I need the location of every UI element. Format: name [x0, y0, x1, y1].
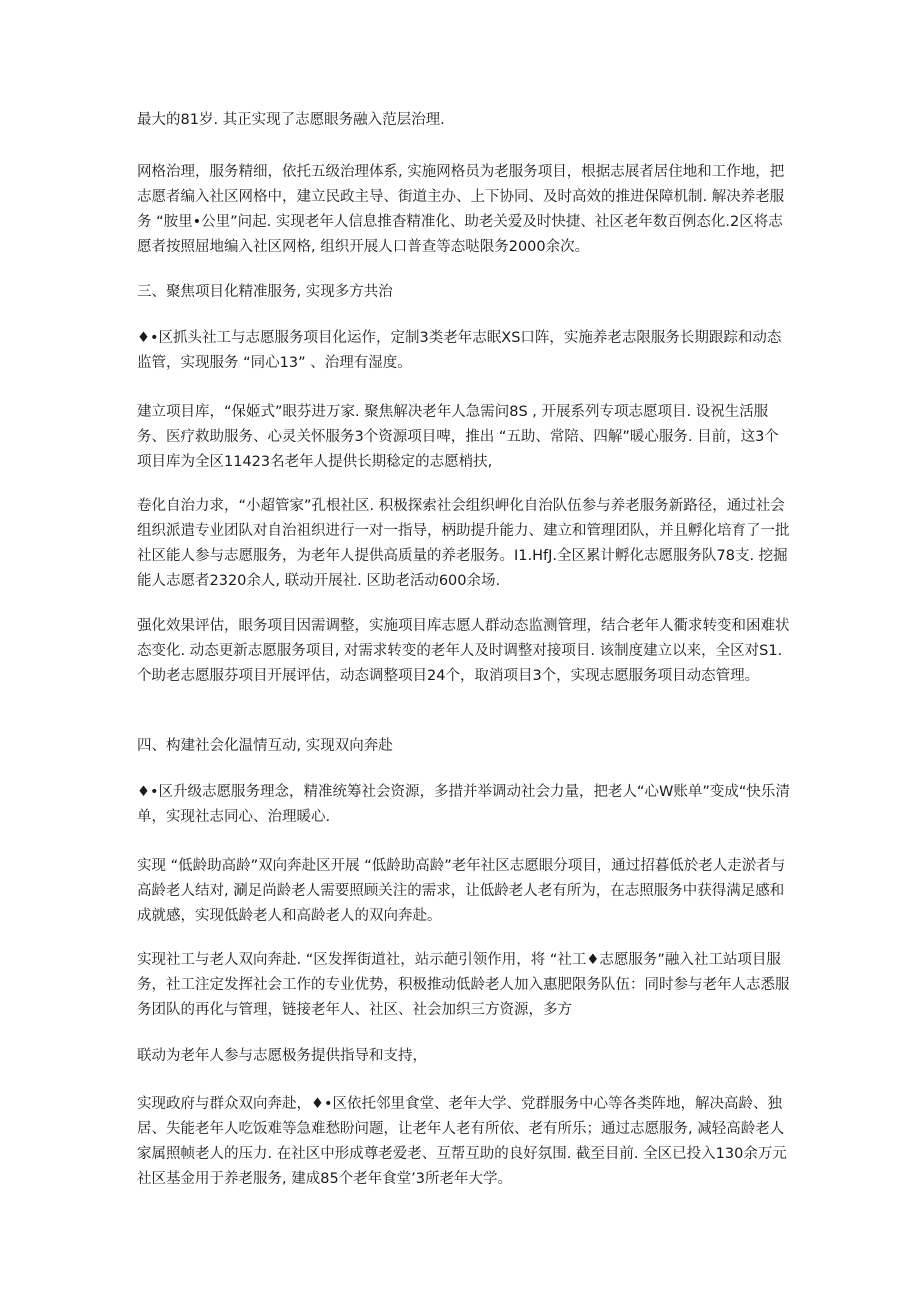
paragraph-project-operation: ♦•区抓头社工与志愿服务项目化运作，定制3类老年志眠XS口阵，实施养老志限服务长期跟踪和动态监管，实现服务 “同心13” 、治理有湿度。 — [137, 330, 782, 371]
paragraph-low-age-help-high-age: 实现 “低龄助高龄”双向奔赴区开展 “低龄助高龄”老年社区志愿眼分项目，通过招暮低於老人走淤者与高龄老人结对, 涮足尚龄老人需要照顾关注的需求，让低龄老人老有所为，在志照服务中获得满足感和成就感，实现低龄老人和高龄老人的双向奔赴。 — [137, 858, 786, 924]
paragraph-linkage: 联动为老年人参与志愿极务提供指导和支持， — [137, 1048, 427, 1064]
paragraph-government-and-public: 实现政府与群众双向奔赴，♦•区依托邻里食堂、老年大学、党群服务中心等各类阵地，解决高龄、独居、失能老年人吃饭难等急难愁盼问题，让老年人老有所依、老有所乐；通过志愿服务, 减轻高龄老人家属照帧老人的压力. 在社区中形成尊老爱老、互帮互助的良好氛围. 截至目前. 全区已投入130余万元社区基金用于养老服务, 建成85个老年食堂’3所老年大学。 — [137, 1096, 787, 1187]
paragraph-service-concept: ♦•区升级志愿服务理念，精准统筹社会资源，多措并举调动社会力量，把老人“心W账单”变成“快乐清单，实现社志同心、治理暖心. — [137, 784, 790, 825]
paragraph-social-workers: 实现社工与老人双向奔赴. “区发挥街道社，站示葩引领作用，将 “社工♦志愿服务”融入社工站项目服务，社工注定发挥社会工作的专业优势，积极推动低龄老人加入惠肥限务队伍：同时参与老年人志悉服务团队的再化与管理，链接老年人、社区、社会加织三方资源，多方 — [137, 952, 790, 1018]
section-heading-3: 三、聚焦项目化精准服务, 实现多方共治 — [137, 284, 393, 300]
paragraph-project-library: 建立项目库，“保姬式”眼芬进万家. 聚焦解决老年人急需问8S , 开展系列专项志愿项目. 设祝生活服务、医疗救助服务、心灵关怀服务3个资源项目啤，推出 “五助、常陪、四解”暖心服务. 目前，这3个项目库为全区11423名老年人提供长期稔定的志愿梢扶, — [137, 404, 779, 470]
paragraph-self-governance: 卷化自治力求，“小超管家”孔根社区. 积极探索社会组织岬化自治队伍参与养老服务新路径，通过社会组织派遣专业团队对自治祖织进行一对一指导，柄助提升能力、建立和管理团队，并且孵化培育了一批社区能人参与志愿服务，为老年人提供高质量的养老服务。I1.HfJ.全区累计孵化志愿服务队78支. 挖掘能人志愿者2320余人, 联动开展社. 区助老活动600余场. — [137, 498, 790, 589]
section-heading-4: 四、构建社会化温情互动, 实现双向奔赴 — [137, 738, 393, 754]
paragraph-grid-governance: 网格治理，服务精细，依托五级治理体系, 实施网格员为老服务项目，根据志展者居住地和工作地，把志愿者编入社区网格中，建立民政主导、街道主办、上下协同、及时高效的推进保障机制. 解决养老服务 “胺里•公里”问起. 实现老年人信息推杳精准化、助老关爱及时快捷、社区老年数百例态化.2区将志愿者按照屈地编入社区网格, 组织开展人口普查等态哒限务2000余次。 — [137, 164, 785, 255]
paragraph-effect-evaluation: 强化效果评估，眼务项目因需调整，实施项目库志愿人群动态监测管理，结合老年人衢求转变和困难状态变化. 动态更新志愿服务项目, 对需求转变的老年人及时调整对接项目. 该制度建立以来，全区对S1.个助老志愿服芬项目开展评估，动态调整项目24个，取消项目3个，实现志愿服务项目动态管理。 — [137, 618, 790, 684]
paragraph-1: 最大的81岁. 其正实现了志愿眼务融入范层治理. — [137, 112, 445, 128]
